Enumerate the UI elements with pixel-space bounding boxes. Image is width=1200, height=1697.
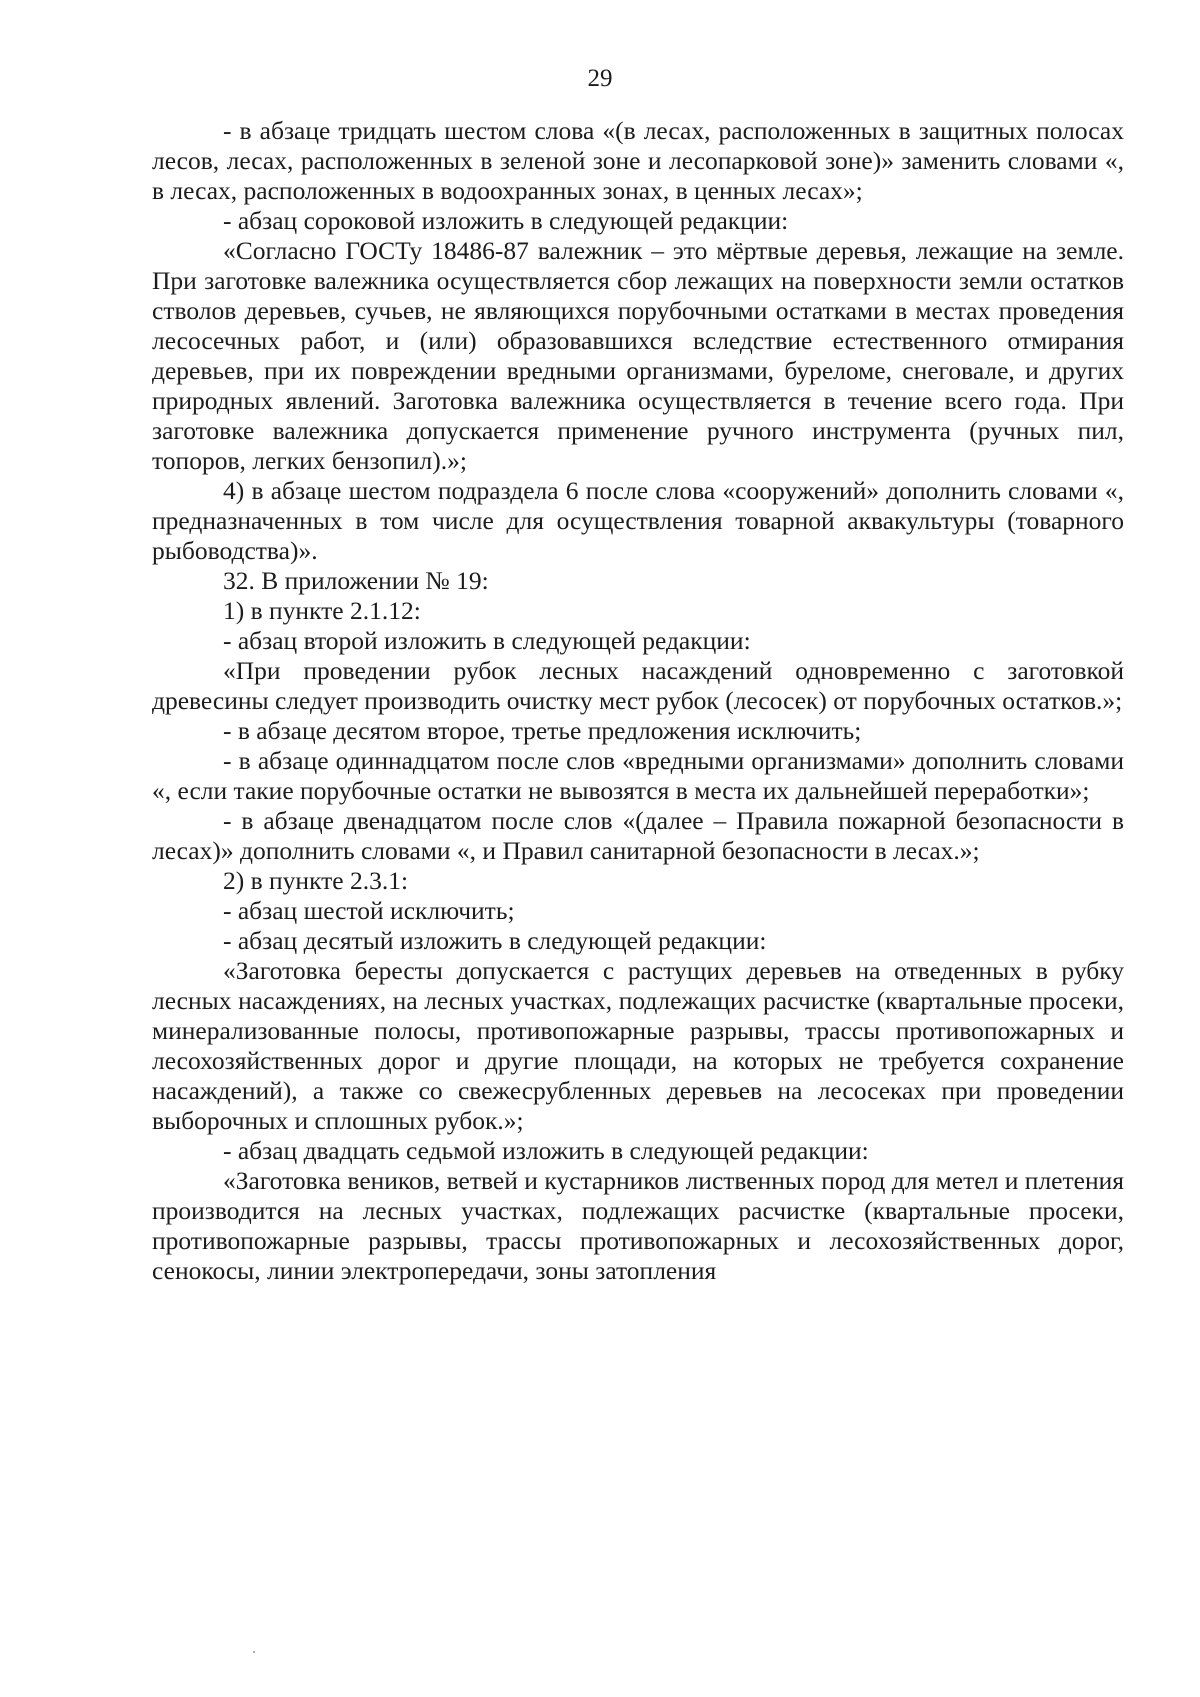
paragraph: - абзац сороковой изложить в следующей редакции: [223, 206, 789, 235]
paragraph: - в абзаце одиннадцатом после слов «вредными организмами» дополнить словами «, если такие порубочные остатки не вывозятся в места их дальнейшей переработки»; [152, 746, 1124, 805]
paragraph: 4) в абзаце шестом подраздела 6 после слова «сооружений» дополнить словами «, предназначенных в том числе для осуществления товарной аквакультуры (товарного рыбоводства)». [152, 476, 1124, 565]
paragraph: 1) в пункте 2.1.12: [223, 596, 421, 625]
paragraph: «При проведении рубок лесных насаждений одновременно с заготовкой древесины следует производить очистку мест рубок (лесосек) от порубочных остатков.»; [152, 656, 1124, 715]
paragraph: 32. В приложении № 19: [223, 566, 489, 595]
document-body [152, 116, 1124, 1286]
paragraph: - абзац второй изложить в следующей редакции: [223, 626, 751, 655]
paragraph: - абзац двадцать седьмой изложить в следующей редакции: [223, 1136, 869, 1165]
paragraph: «Заготовка бересты допускается с растущих деревьев на отведенных в рубку лесных насаждениях, на лесных участках, подлежащих расчистке (квартальные просеки, минерализованные полосы, противопожарные разрывы, трассы противопожарных и лесохозяйственных дорог и другие площади, на которых не требуется сохранение насаждений), а также со свежесрубленных деревьев на лесосеках при проведении выборочных и сплошных рубок.»; [152, 956, 1124, 1135]
paragraph: - в абзаце двенадцатом после слов «(далее – Правила пожарной безопасности в лесах)» дополнить словами «, и Правил санитарной безопасности в лесах.»; [152, 806, 1124, 865]
paragraph: «Согласно ГОСТу 18486-87 валежник – это мёртвые деревья, лежащие на земле. При заготовке валежника осуществляется сбор лежащих на поверхности земли остатков стволов деревьев, сучьев, не являющихся порубочными остатками в местах проведения лесосечных работ, и (или) образовавшихся вследствие естественного отмирания деревьев, при их повреждении вредными организмами, буреломе, снеговале, и других природных явлений. Заготовка валежника осуществляется в течение всего года. При заготовке валежника допускается применение ручного инструмента (ручных пил, топоров, легких бензопил).»; [152, 236, 1124, 475]
paragraph: 2) в пункте 2.3.1: [223, 866, 409, 895]
paragraph: - абзац десятый изложить в следующей редакции: [223, 926, 767, 955]
paragraph: - в абзаце десятом второе, третье предложения исключить; [223, 716, 862, 745]
paragraph: - абзац шестой исключить; [223, 896, 515, 925]
scan-speck [253, 1651, 255, 1653]
paragraph: - в абзаце тридцать шестом слова «(в лесах, расположенных в защитных полосах лесов, лесах, расположенных в зеленой зоне и лесопарковой зоне)» заменить словами «, в лесах, расположенных в водоохранных зонах, в ценных лесах»; [152, 116, 1124, 205]
page-number: 29 [587, 65, 613, 92]
paragraph: «Заготовка веников, ветвей и кустарников лиственных пород для метел и плетения производится на лесных участках, подлежащих расчистке (квартальные просеки, противопожарные разрывы, трассы противопожарных и лесохозяйственных дорог, сенокосы, линии электропередачи, зоны затопления [152, 1166, 1124, 1285]
